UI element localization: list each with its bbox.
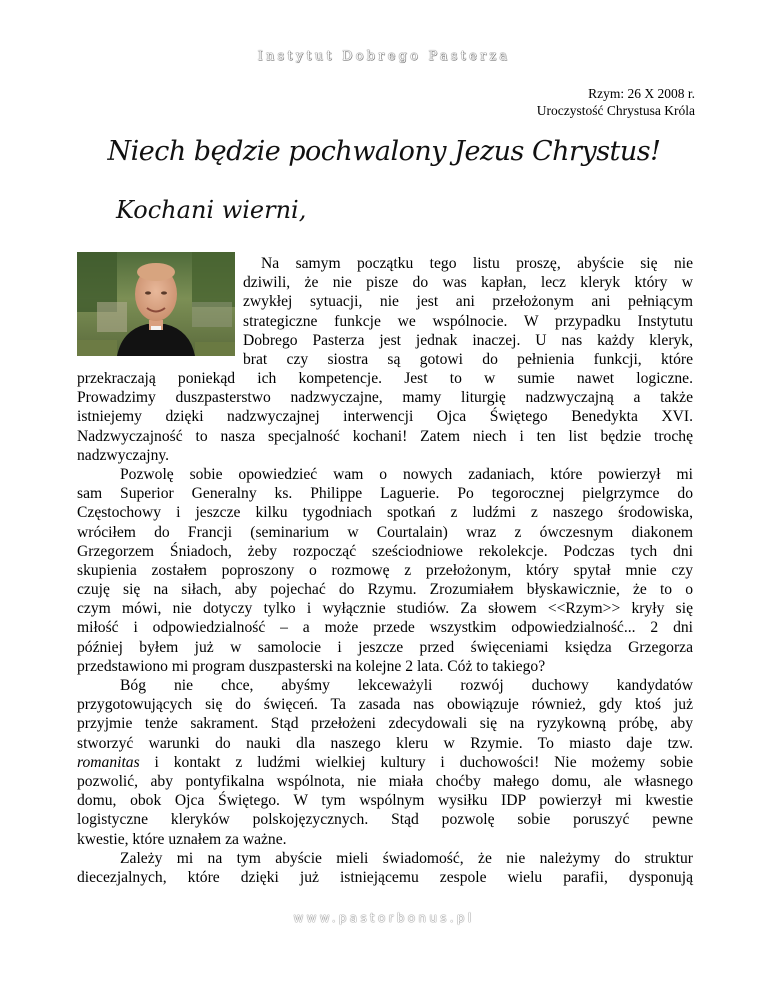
occasion: Uroczystość Chrystusa Króla — [536, 103, 695, 118]
text-line: stworzyć warunki do nauki dla naszego kleru w Rzymie. To miasto daje tzw. — [77, 734, 693, 752]
text-line: Nadzwyczajność to nasza specjalność kochani! Zatem niech i ten list będzie trochę — [77, 427, 693, 445]
place-date: Rzym: 26 X 2008 r. — [588, 86, 695, 101]
text-line: wróciłem do Francji (seminarium w Courtalain) wraz z ówczesnym diakonem — [77, 523, 693, 541]
text-line: dziwili, że nie pisze do was kapłan, lecz kleryk który w — [243, 274, 693, 292]
website-footer: www.pastorbonus.pl — [293, 911, 475, 925]
text-line: Bóg nie chce, abyśmy lekceważyli rozwój duchowy kandydatów — [120, 677, 693, 694]
text-line: diecezjalnych, które dzięki już istniejącemu zespole wielu parafii, dysponują — [77, 868, 693, 886]
text-line: domu, obok Ojca Świętego. W tym wspólnym wysiłku IDP powierzył mi kwestie — [77, 792, 693, 810]
text-line: strategiczne funkcje we wspólnocie. W przypadku Instytutu — [243, 312, 693, 330]
text-line: sam Superior Generalny ks. Philippe Laguerie. Po tegorocznej pielgrzymce do — [77, 485, 693, 503]
text-line: przygotowujących się do święceń. Ta zasada nas obowiązuje również, gdy ktoś już — [77, 696, 693, 714]
text-line: kwestie, które uznałem za ważne. — [77, 830, 287, 848]
dateline — [537, 85, 695, 119]
text-line: pozwolić, aby pontyfikalna wspólnota, nie miała choćby małego domu, ale własnego — [77, 772, 693, 790]
text-line: Częstochowy i jeszcze kilku tygodniach spotkań z ludźmi z naszego środowiska, — [77, 504, 693, 522]
text-line: nadzwyczajny. — [77, 446, 170, 464]
emphasis-word: romanitas — [77, 753, 140, 771]
text-line: Na samym początku tego listu proszę, abyście się nie — [261, 255, 693, 272]
text-line: Dobrego Pasterza jest jednak inaczej. U nas każdy kleryk, — [243, 331, 693, 349]
text-line: Prowadzimy duszpasterstwo nadzwyczajne, mamy liturgię nadzwyczajną a także — [77, 389, 693, 407]
text-line: istniejemy dzięki nadzwyczajnej interwencji Ojca Świętego Benedykta XVI. — [77, 408, 693, 426]
text-line: przekraczają poniekąd ich kompetencje. Jest to w sumie nawet logiczne. — [77, 370, 693, 387]
text-line: skupienia zostałem poproszony o rozmowę z przełożonym, który spytał mnie czy — [77, 561, 693, 579]
letter-body — [77, 369, 693, 887]
text-line: później byłem już w samolocie i jeszcze przed święceniami księdza Grzegorza — [77, 638, 693, 656]
greeting-main: Niech będzie pochwalony Jezus Chrystus! — [107, 136, 661, 167]
text-line: czuję się na siłach, aby pojechać do Rzymu. Zrozumiałem błyskawicznie, że to o — [77, 581, 693, 599]
text-line: brat czy siostra są gotowi do pełnienia funkcji, które — [243, 350, 693, 368]
letter-intro-wrapped — [243, 254, 693, 369]
text-line: romanitas i kontakt z ludźmi wielkiej kultury i duchowości! Nie możemy sobie — [77, 753, 693, 771]
text-line: Pozwolę sobie opowiedzieć wam o nowych zadaniach, które powierzył mi — [120, 465, 693, 483]
text-line: logistyczne kleryków polskojęzycznych. Stąd pozwolę sobie poruszyć pewne — [77, 811, 693, 829]
text-line: przedstawiono mi program duszpasterski na kolejne 2 lata. Cóż to takiego? — [77, 657, 546, 675]
text-line: zwykłej sytuacji, nie jest ani przełożonym ani pełniącym — [243, 293, 693, 311]
text-line: Zależy mi na tym abyście mieli świadomość, że nie należymy do struktur — [120, 849, 693, 867]
text-line: przyjmie tenże sakrament. Stąd przełożeni zdecydowali się na ryzykowną próbę, aby — [77, 715, 693, 733]
text-line: Grzegorzem Śniadoch, żeby rozpocząć sześciodniowe rekolekcje. Podczas tych dni — [77, 542, 693, 560]
greeting-address: Kochani wierni, — [116, 196, 307, 224]
text-line: czym mówi, nie dotyczy tylko i wyłącznie studiów. Za słowem <<Rzym>> kryły się — [77, 600, 693, 618]
organization-header: Instytut Dobrego Pasterza — [257, 49, 511, 64]
text-line: miłość i odpowiedzialność – a może przede wszystkim odpowiedzialność... 2 dni — [77, 619, 693, 637]
priest-photo — [77, 252, 235, 356]
